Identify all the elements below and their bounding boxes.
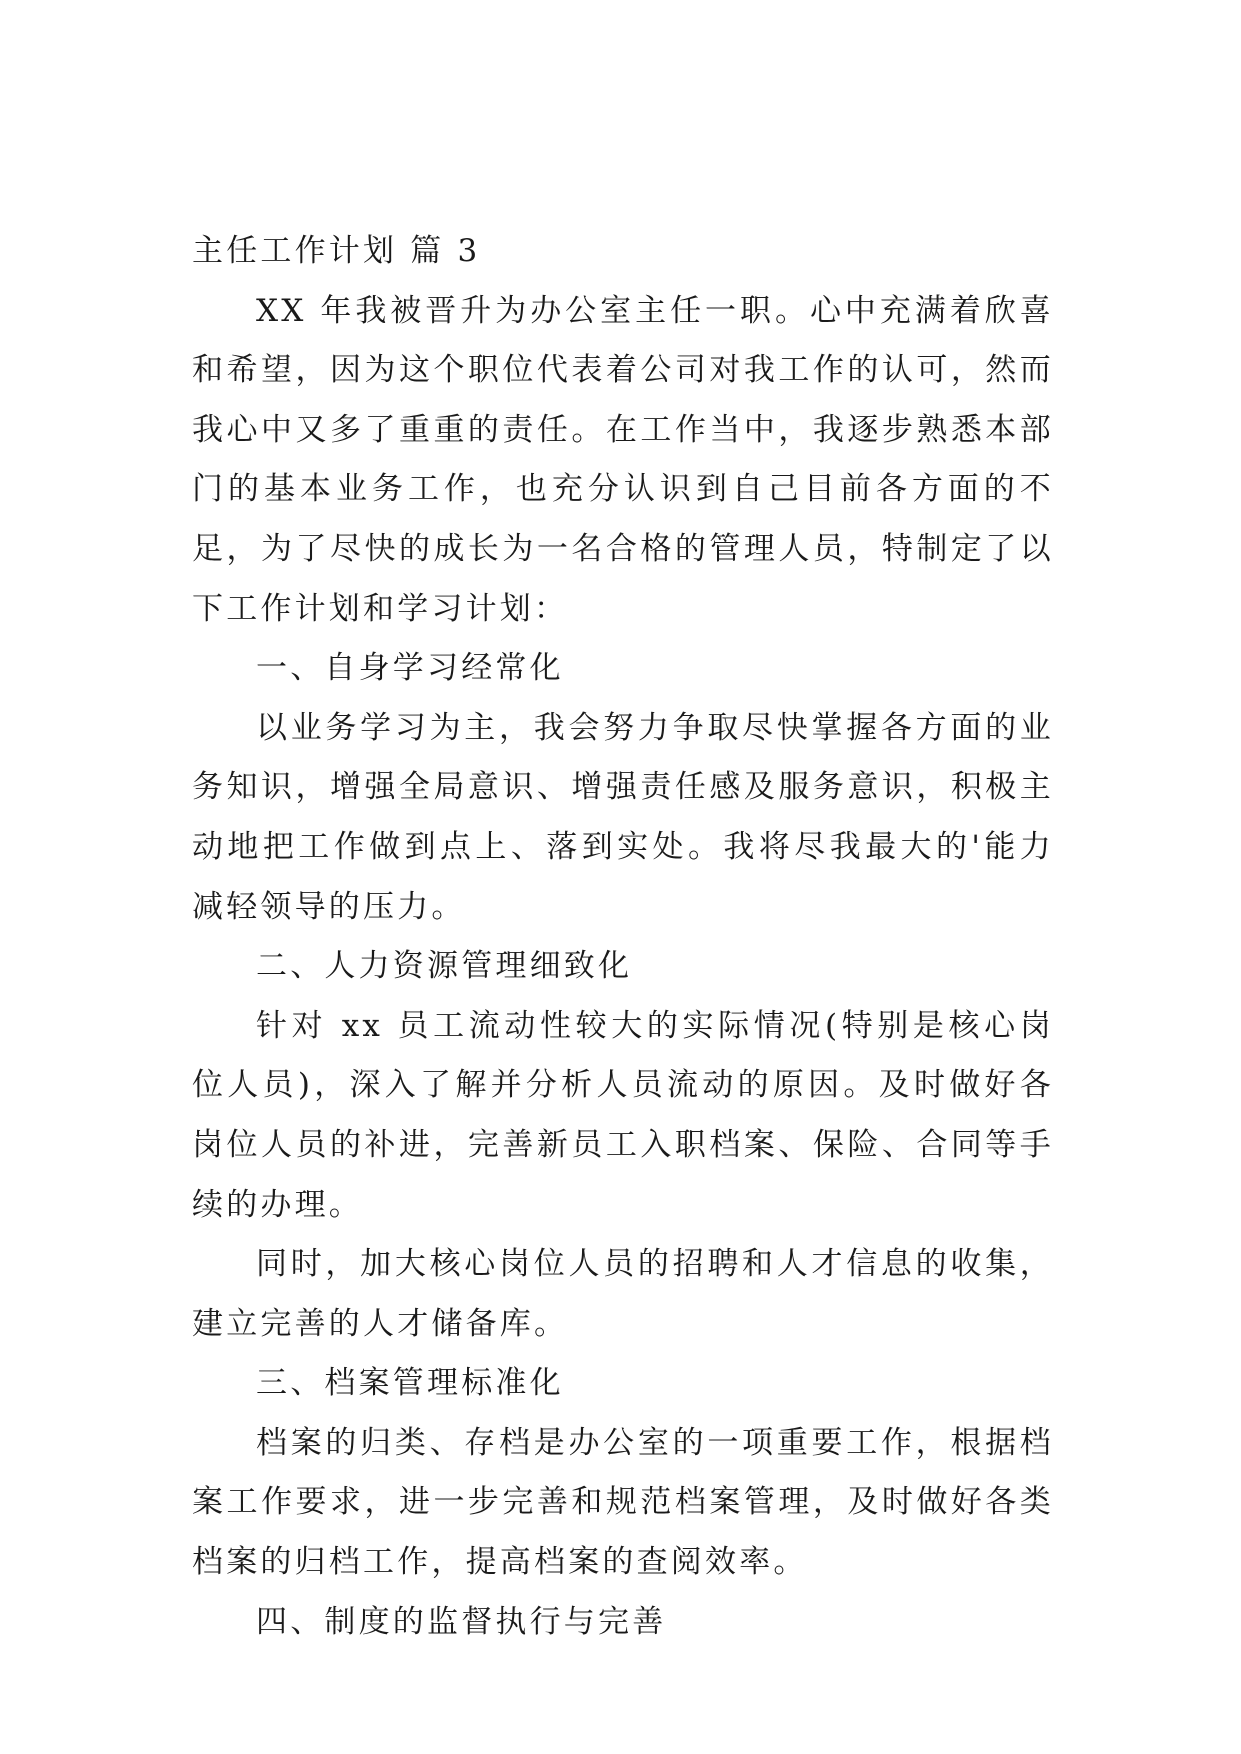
section-2-paragraph-1: 针对 xx 员工流动性较大的实际情况(特别是核心岗位人员)，深入了解并分析人员流动的原因。及时做好各岗位人员的补进，完善新员工入职档案、保险、合同等手续的办理。 — [192, 1007, 1054, 1223]
section-1-paragraph: 以业务学习为主，我会努力争取尽快掌握各方面的业务知识，增强全局意识、增强责任感及服务意识，积极主动地把工作做到点上、落到实处。我将尽我最大的'能力减轻领导的压力。 — [192, 709, 1054, 925]
intro-paragraph: XX 年我被晋升为办公室主任一职。心中充满着欣喜和希望，因为这个职位代表着公司对我工作的认可，然而我心中又多了重重的责任。在工作当中，我逐步熟悉本部门的基本业务工作，也充分认识到自己目前各方面的不足，为了尽快的成长为一名合格的管理人员，特制定了以下工作计划和学习计划： — [192, 292, 1054, 627]
section-heading-1: 一、自身学习经常化 — [256, 650, 564, 687]
section-heading-2: 二、人力资源管理细致化 — [256, 948, 633, 985]
document-title: 主任工作计划 篇 3 — [192, 233, 481, 269]
section-heading-4: 四、制度的监督执行与完善 — [256, 1603, 667, 1640]
section-3-paragraph: 档案的归类、存档是办公室的一项重要工作，根据档案工作要求，进一步完善和规范档案管理，及时做好各类档案的归档工作，提高档案的查阅效率。 — [192, 1424, 1054, 1581]
document-body — [192, 222, 1054, 1652]
section-heading-3: 三、档案管理标准化 — [256, 1365, 564, 1402]
section-2-paragraph-2: 同时，加大核心岗位人员的招聘和人才信息的收集，建立完善的人才储备库。 — [192, 1246, 1054, 1342]
